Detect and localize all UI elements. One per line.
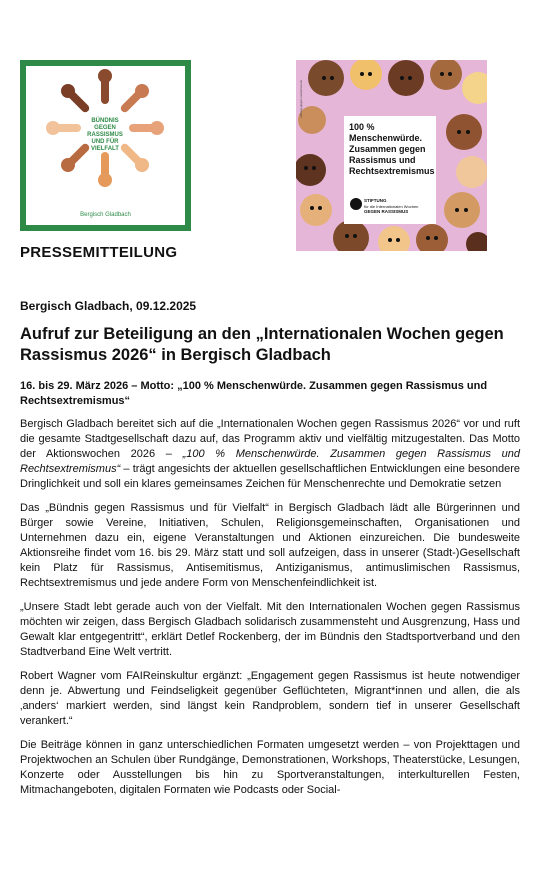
poster-headline: 100 % Menschenwürde. Zusammen gegen Rassismus und Rechtsextremismus (349, 122, 435, 176)
article-body (20, 417, 520, 807)
paragraph-2: Das „Bündnis gegen Rassismus und für Vielfalt“ in Bergisch Gladbach lädt alle Bürgerinnen und Bürger sowie Vereine, Initiativen, Schulen, Religionsgemeinschaften, Organisationen und Unternehmen dazu ein, eigene Veranstaltungen und Aktionen einzureichen. Die bundesweite Aktionsreihe findet vom 16. bis 29. März statt und soll aufzeigen, dass in unserer (Stadt-)Gesellschaft kein Platz für Rassismus, Antisemitismus, Antiziganismus, antimuslimischen Rassismus, Rechtsextremismus und jede andere Form von Menschenfeindlichkeit ist. (20, 502, 520, 589)
poster-side-text: stiftung-gegen-rassismus.de (299, 80, 303, 118)
paragraph-3: „Unsere Stadt lebt gerade auch von der Vielfalt. Mit den Internationalen Wochen gegen Rassismus möchten wir zeigen, dass Bergisch Gladbach solidarisch zusammensteht und Ausgrenzung, Hass und Gewalt klar entgegentritt“, erklärt Detlef Rockenberg, der im Bündnis den Stadtsportverband und den Stadtverband Eine Welt vertritt. (20, 601, 520, 658)
paragraph-5: Die Beiträge können in ganz unterschiedlichen Formaten umgesetzt werden – von Projekttagen und Projektwochen an Schulen über Rundgänge, Demonstrationen, Workshops, Theaterstücke, Lesungen, Konzerte oder Ausstellungen bis hin zu Sportveranstaltungen, interkulturellen Festen, Mitmachangeboten, digitalen Formaten wie Podcasts oder Social- (20, 739, 520, 796)
press-release-label: PRESSEMITTEILUNG (20, 244, 178, 261)
foundation-title: STIFTUNG (364, 198, 387, 203)
headline: Aufruf zur Beteiligung an den „Internationalen Wochen gegen Rassismus 2026“ in Bergisch Gladbach (20, 325, 504, 364)
foundation-seal-icon (350, 198, 362, 210)
alliance-logo-city: Bergisch Gladbach (80, 212, 131, 218)
subheadline: 16. bis 29. März 2026 – Motto: „100 % Menschenwürde. Zusammen gegen Rassismus und Rechtsextremismus“ (20, 380, 488, 407)
alliance-logo-text: BÜNDNIS GEGEN RASSISMUS UND FÜR VIELFALT (87, 118, 123, 152)
campaign-poster (296, 60, 487, 251)
foundation-subtitle: für die Internationalen Wochen (364, 203, 419, 209)
foundation-name (364, 198, 434, 215)
paragraph-1: Bergisch Gladbach bereitet sich auf die „Internationalen Wochen gegen Rassismus 2026“ vor und ruft die gesamte Stadtgesellschaft dazu auf, das Programm aktiv und vielfältig mitzugestalten. Das Motto der Aktionswochen 2026 – „100 % Menschenwürde. Zusammen gegen Rassismus und Rechtsextremismus“ – trägt angesichts der aktuellen gesellschaftlichen Entwicklungen eine besondere Dringlichkeit und soll ein klares gemeinsames Zeichen für Menschenrechte und Demokratie setzen (20, 418, 520, 490)
alliance-logo (20, 60, 191, 231)
paragraph-4: Robert Wagner vom FAIReinskultur ergänzt: „Engagement gegen Rassismus ist heute notwendiger denn je. Abwertung und Feindseligkeit gegenüber Geflüchteten, Migrant*innen und allen, die als ‚anders‘ markiert werden, sind längst kein Randproblem, sondern tief in unserer Gesellschaft verankert.“ (20, 670, 520, 727)
foundation-name-text: GEGEN RASSISMUS (364, 209, 409, 214)
dateline: Bergisch Gladbach, 09.12.2025 (20, 299, 197, 313)
poster-card (344, 116, 436, 224)
